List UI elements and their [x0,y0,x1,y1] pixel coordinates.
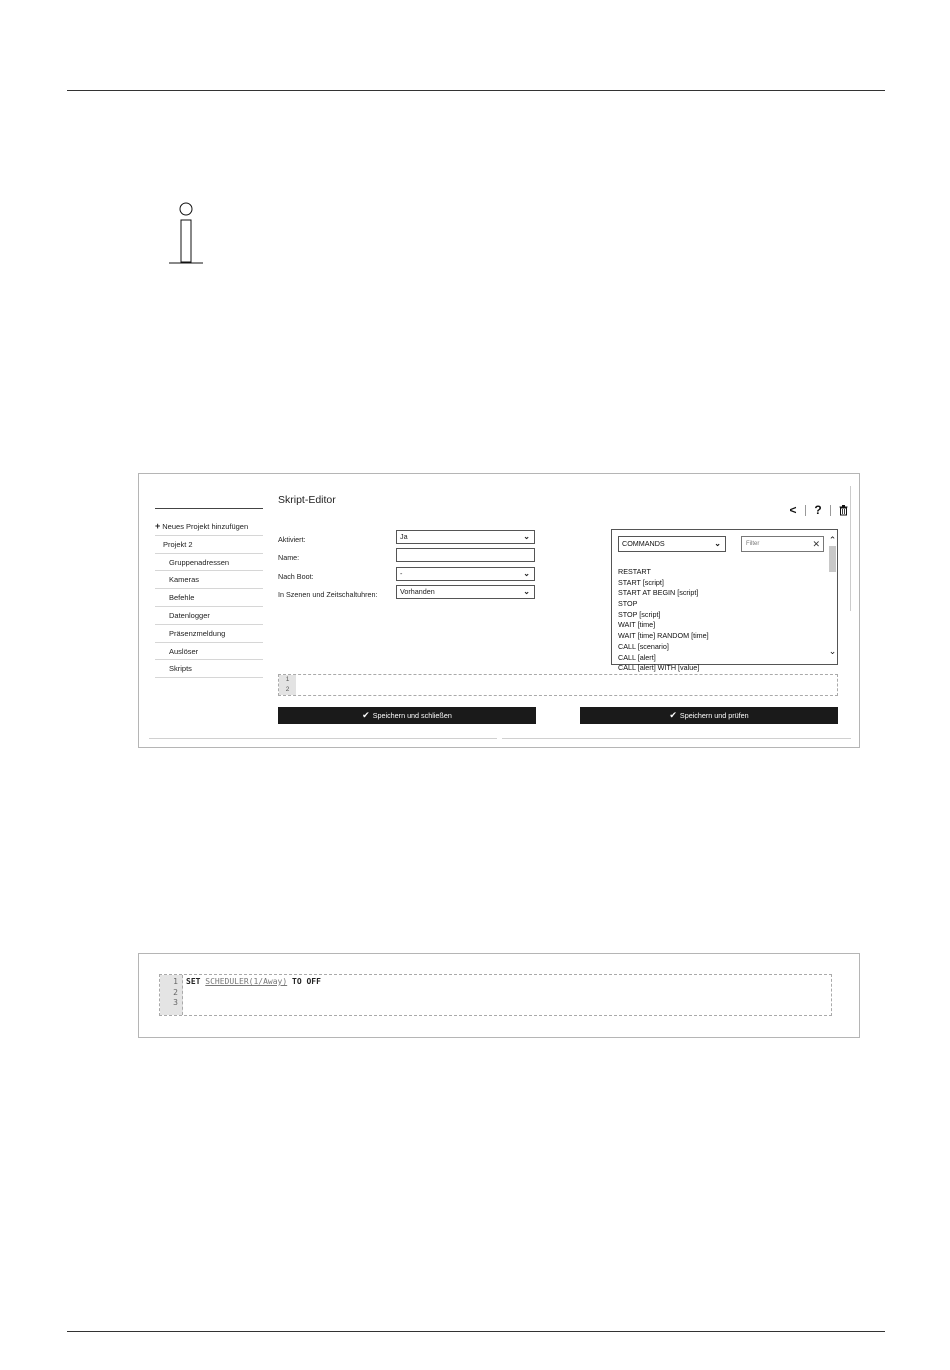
project-sidebar [155,508,263,678]
chevron-left-icon[interactable]: < [789,503,797,517]
frame-edge [850,486,851,611]
command-item[interactable]: RESTART [618,567,651,576]
plus-icon: + [155,521,161,531]
sidebar-item-commands[interactable]: Befehle [155,589,263,607]
commands-list [618,567,709,674]
command-item[interactable]: CALL [scenario] [618,641,669,651]
code-line [186,988,321,999]
trash-icon[interactable] [837,504,849,517]
line-number: 2 [285,685,290,693]
scroll-up-icon[interactable]: ⌃ [828,535,837,545]
commands-select[interactable]: COMMANDS ⌄ [618,536,726,552]
chevron-down-icon: ⌄ [523,587,530,596]
page-title: Skript-Editor [278,494,336,506]
line-number: 1 [173,977,178,986]
line-number-gutter [160,975,183,1015]
script-editor-screenshot [138,473,860,748]
command-item[interactable]: CALL [alert] [618,652,656,662]
sidebar-item-presence[interactable]: Präsenzmeldung [155,625,263,643]
code-lines [186,977,321,1009]
sidebar-item-cameras[interactable]: Kameras [155,571,263,589]
code-editor[interactable] [159,974,832,1016]
sidebar-item-triggers[interactable]: Auslöser [155,643,263,661]
commands-panel [611,529,838,673]
code-keyword: TO OFF [292,977,321,986]
footer-rule [67,1331,885,1332]
code-line [186,977,321,988]
command-item[interactable]: START AT BEGIN [script] [618,588,699,598]
activated-label: Aktiviert: [278,535,306,544]
activated-select[interactable]: Ja ⌄ [396,530,535,544]
scenes-select[interactable]: Vorhanden ⌄ [396,585,535,599]
chevron-down-icon: ⌄ [714,539,721,548]
question-icon[interactable]: ? [814,503,822,517]
code-keyword: SET [186,977,201,986]
boot-select[interactable]: - ⌄ [396,567,535,581]
save-check-button[interactable]: ✔ Speichern und prüfen [580,707,838,724]
save-close-button[interactable]: ✔ Speichern und schließen [278,707,536,724]
close-icon[interactable]: ✕ [812,539,820,549]
editor-toolbar [787,503,849,517]
code-argument: SCHEDULER(1/Away) [205,977,288,986]
chevron-down-icon: ⌄ [523,569,530,578]
scrollbar-thumb[interactable] [829,546,836,572]
chevron-down-icon: ⌄ [523,532,530,541]
header-rule [67,90,885,91]
command-item[interactable]: WAIT [time] RANDOM [time] [618,631,709,641]
boot-label: Nach Boot: [278,572,314,581]
sidebar-item-new-project[interactable]: + Neues Projekt hinzufügen [155,518,263,536]
name-label: Name: [278,553,300,562]
code-line [186,998,321,1009]
name-field[interactable] [396,548,535,562]
line-number: 1 [285,676,290,683]
filter-input[interactable]: Filter ✕ [741,536,824,552]
command-item[interactable]: WAIT [time] [618,620,656,630]
line-number: 3 [173,998,178,1007]
sidebar-item-project[interactable]: Projekt 2 [155,536,263,554]
command-item[interactable]: STOP [script] [618,609,661,619]
scrollbar[interactable] [828,536,837,660]
code-example-screenshot [138,953,860,1038]
scroll-down-icon[interactable]: ⌄ [828,646,837,656]
command-item[interactable]: CALL [alert] WITH [value] [618,663,700,673]
code-editor[interactable] [278,674,838,696]
command-item[interactable]: STOP [618,599,638,609]
info-person-icon [168,202,204,266]
line-number-gutter [279,675,296,695]
check-icon: ✔ [362,710,370,720]
command-item[interactable]: START [script] [618,577,664,587]
scenes-label: In Szenen und Zeitschaltuhren: [278,590,378,599]
check-icon: ✔ [669,710,677,720]
sidebar-item-datalogger[interactable]: Datenlogger [155,607,263,625]
line-number: 2 [173,987,178,997]
sidebar-item-scripts[interactable]: Skripts [155,660,263,678]
sidebar-item-group-addresses[interactable]: Gruppenadressen [155,554,263,572]
